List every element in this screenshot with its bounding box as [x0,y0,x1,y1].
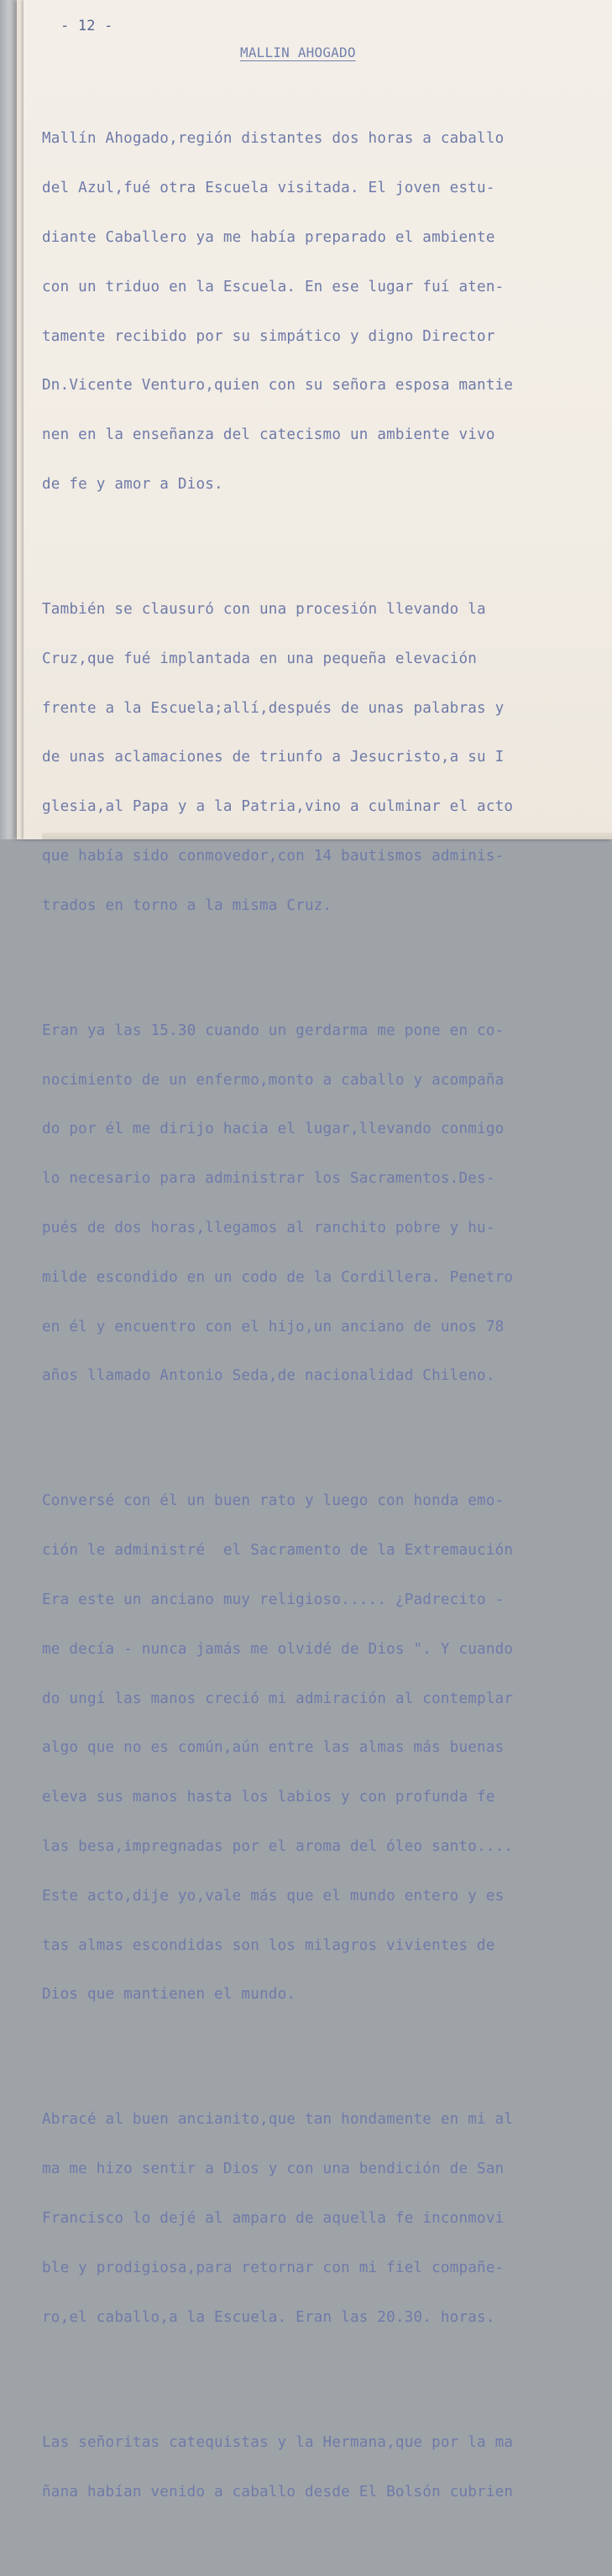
body-text [42,65,604,2576]
text-line: del Azul,fué otra Escuela visitada. El joven estu- [42,180,495,197]
text-line: de fe y amor a Dios. [42,475,223,493]
text-line: glesia,al Papa y a la Patria,vino a culminar el acto [42,798,514,816]
text-line: eleva sus manos hasta los labios y con profunda fe [42,1789,495,1806]
text-line: También se clausuró con una procesión llevando la [42,601,486,618]
text-line: ción le administré el Sacramento de la Extremaución [42,1542,514,1560]
text-line: tas almas escondidas son los milagros vivientes de [42,1936,495,1954]
text-line: de unas aclamaciones de triunfo a Jesucristo,a su I [42,749,505,766]
paragraph [42,98,604,525]
text-line: nocimiento de un enfermo,monto a caballo y acompaña [42,1071,505,1089]
paper-sheet [24,0,612,2500]
text-line: frente a la Escuela;allí,después de unas palabras y [42,699,505,717]
text-line: con un triduo en la Escuela. En ese lugar fuí aten- [42,278,505,295]
paragraph [42,569,604,948]
text-line: milde escondido en un codo de la Cordillera. Penetro [42,1268,514,1286]
text-line: pués de dos horas,llegamos al ranchito pobre y hu- [42,1219,495,1236]
text-line: lo necesario para administrar los Sacramentos.Des- [42,1170,495,1188]
text-line: ma me hizo sentir a Dios y con una bendición de San [42,2161,505,2178]
text-line: Conversé con él un buen rato y luego con honda emo- [42,1492,505,1510]
text-line: do ungí las manos creció mi admiración al contemplar [42,1690,514,1707]
text-line: Francisco lo dejé al amparo de aquella fe inconmovi [42,2210,505,2227]
text-line: ñana habían venido a caballo desde El Bolsón cubrien [42,2483,514,2500]
paragraph [42,1460,604,2036]
text-line: Eran ya las 15.30 cuando un gerdarma me pone en co- [42,1022,505,1039]
text-line: diante Caballero ya me había preparado el ambiente [42,228,495,246]
text-line: algo que no es común,aún entre las almas más buenas [42,1739,505,1757]
text-line: trados en torno a la misma Cruz. [42,896,332,914]
text-line: que había sido conmovedor,con 14 bautismos adminis- [42,847,505,865]
text-line: do por él me dirijo hacia el lugar,llevando conmigo [42,1121,505,1138]
text-line: Las señoritas catequistas y la Hermana,que por la ma [42,2433,514,2451]
paragraph [42,990,604,1418]
text-line: Mallín Ahogado,región distantes dos horas a caballo [42,130,505,148]
paragraph [42,2079,604,2359]
text-line: Este acto,dije yo,vale más que el mundo entero y es [42,1887,505,1905]
paragraph [42,2402,604,2534]
text-line: las besa,impregnadas por el aroma del óleo santo.... [42,1837,514,1855]
text-line: ro,el caballo,a la Escuela. Eran las 20.30. horas. [42,2308,495,2326]
page-number: - 12 - [60,18,113,34]
text-line: Dn.Vicente Venturo,quien con su señora esposa mantie [42,377,514,394]
text-line: Era este un anciano muy religioso..... ¿Padrecito - [42,1591,505,1609]
text-line: tamente recibido por su simpático y digno Director [42,327,495,345]
text-line: en él y encuentro con el hijo,un anciano de unos 78 [42,1318,505,1335]
text-line: me decía - nunca jamás me olvidé de Dios ". Y cuando [42,1640,514,1658]
text-line: Cruz,que fué implantada en una pequeña elevación [42,650,478,667]
page-bottom-edge [42,833,612,839]
page-title: MALLIN AHOGADO [240,44,356,60]
text-line: ble y prodigiosa,para retornar con mi fiel compañe- [42,2259,505,2276]
text-line: nen en la enseñanza del catecismo un ambiente vivo [42,426,495,444]
text-line: años llamado Antonio Seda,de nacionalidad Chileno. [42,1367,495,1385]
text-line: Dios que mantienen el mundo. [42,1986,296,2004]
text-line: Abracé al buen ancianito,que tan hondamente en mi al [42,2111,514,2129]
